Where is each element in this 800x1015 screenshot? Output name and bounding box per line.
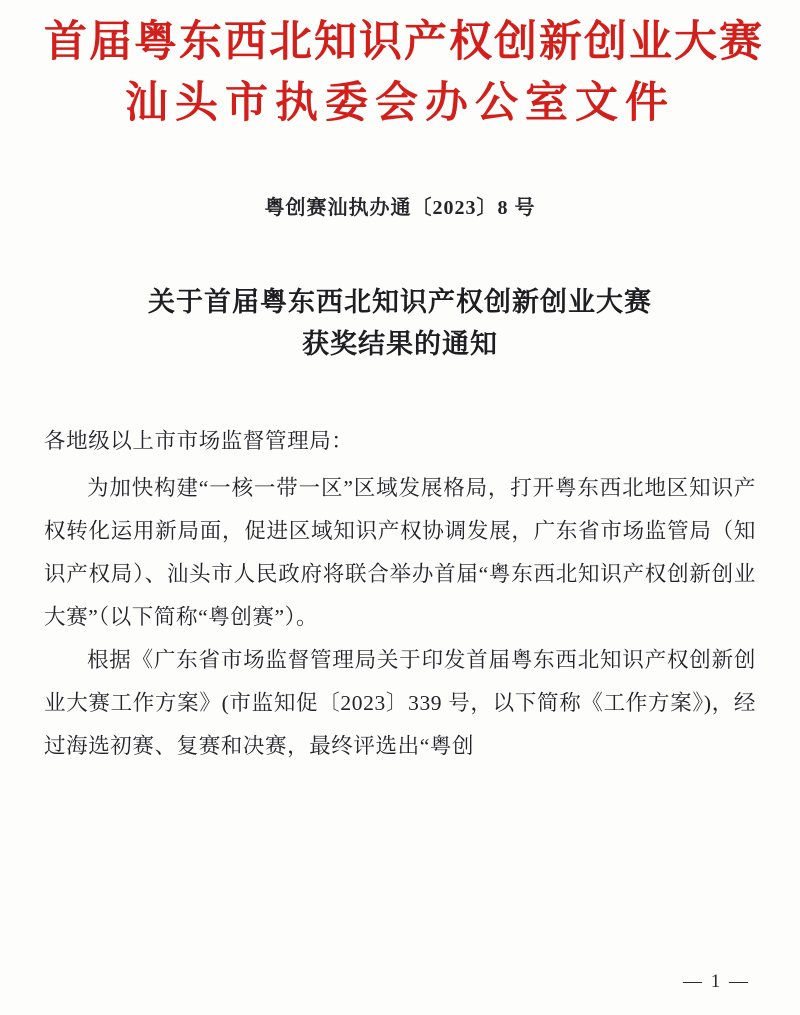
masthead-line-2: 汕头市执委会办公室文件: [125, 79, 675, 127]
page-number: — 1 —: [683, 971, 750, 992]
page-title: [44, 282, 756, 366]
paragraph-1: 为加快构建“一核一带一区”区域发展格局，打开粤东西北地区知识产权转化运用新局面，促进区域知识产权协调发展，广东省市场监管局（知识产权局）、汕头市人民政府将联合举办首届“粤东西北知识产权创新创业大赛”（以下简称“粤创赛”）。: [44, 476, 756, 630]
document-number: 粤创赛汕执办通〔2023〕8 号: [264, 197, 536, 220]
page-title-line-2: 获奖结果的通知: [302, 329, 498, 360]
salutation: 各地级以上市市场监督管理局：: [44, 429, 354, 454]
masthead-line-1: 首届粤东西北知识产权创新创业大赛: [44, 19, 764, 66]
document-body: [44, 420, 756, 768]
paragraph-2: 根据《广东省市场监督管理局关于印发首届粤东西北知识产权创新创业大赛工作方案》(市监知促〔2023〕339 号，以下简称《工作方案》)，经过海选初赛、复赛和决赛，最终评选出“粤创: [44, 648, 756, 759]
document-masthead: [44, 0, 764, 129]
page-title-line-1: 关于首届粤东西北知识产权创新创业大赛: [148, 287, 652, 318]
